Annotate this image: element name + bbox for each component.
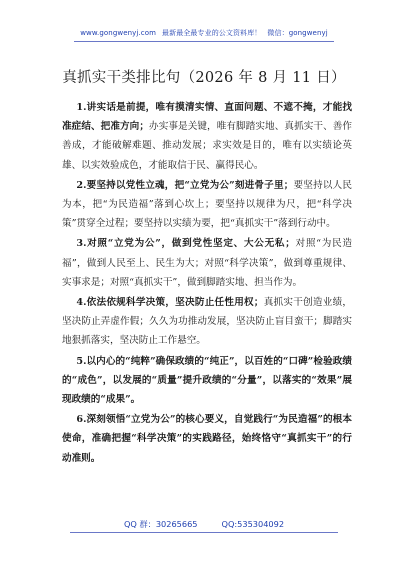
paragraph-lead: 4.依法依规科学决策，坚决防止任性用权； xyxy=(76,297,264,309)
paragraph-lead: 3.对照“立党为公”，做到党性坚定、大公无私； xyxy=(76,238,295,250)
paragraph-6 xyxy=(62,410,352,468)
paragraph-rest: 对照“为民造福”，做到人民至上、民生为大；对照“科学决策”，做到尊重规律、实事求是；对照“真抓实干”，做到脚踏实地、担当作为。 xyxy=(62,238,352,288)
document-body xyxy=(62,98,352,468)
page-footer xyxy=(0,519,408,530)
paragraph-3 xyxy=(62,234,352,292)
header-site-link[interactable]: www.gongwenyj.com xyxy=(80,29,156,37)
footer-divider xyxy=(70,532,338,533)
header-divider xyxy=(74,41,334,42)
paragraph-rest: 要坚持以人民为本，把“为民造福”落到心坎上；要坚持以规律为尺，把“科学决策”贯穿全过程；要坚持以实绩为要，把“真抓实干”落到行动中。 xyxy=(62,179,353,230)
paragraph-1 xyxy=(62,98,352,175)
footer-qq: QQ:535304092 xyxy=(221,519,285,529)
footer-qq-group: QQ 群：30265665 xyxy=(123,519,198,529)
paragraph-lead: 5.以内心的“纯粹”确保政绩的“纯正”，以百姓的“口碑”检验政绩的“成色”，以发展的“质量”提升政绩的“分量”，以落实的“效果”展现政绩的“成果”。 xyxy=(62,355,352,406)
header-wechat: 微信：gongwenyj xyxy=(267,29,328,37)
paragraph-lead: 1.讲实话是前提，唯有摸清实情、直面问题、不遮不掩，才能找准症结、把准方向； xyxy=(62,102,352,133)
paragraph-lead: 2.要坚持以党性立魂，把“立党为公”刻进骨子里； xyxy=(76,179,294,191)
paragraph-4 xyxy=(62,293,352,351)
paragraph-rest: 真抓实干创造业绩，坚决防止弄虚作假；久久为功推动发展，坚决防止盲目蛮干；脚踏实地狠抓落实，坚决防止工作悬空。 xyxy=(62,297,352,347)
paragraph-lead: 6.深刻领悟“立党为公”的核心要义，自觉践行“为民造福”的根本使命，准确把握“科学决策”的实践路径，始终恪守“真抓实干”的行动准则。 xyxy=(62,414,352,464)
paragraph-5 xyxy=(62,352,352,410)
page-header xyxy=(0,28,408,38)
header-slogan: 最新最全最专业的公文资料库！ xyxy=(162,29,262,37)
paragraph-2 xyxy=(62,176,352,234)
document-title: 真抓实干类排比句（2026 年 8 月 11 日） xyxy=(62,70,346,86)
paragraph-rest: 办实事是关键，唯有脚踏实地、真抓实干、善作善成，才能破解难题、推动发展；求实效是目的，唯有以实绩论英雄、以实效验成色，才能取信于民、赢得民心。 xyxy=(62,121,353,171)
